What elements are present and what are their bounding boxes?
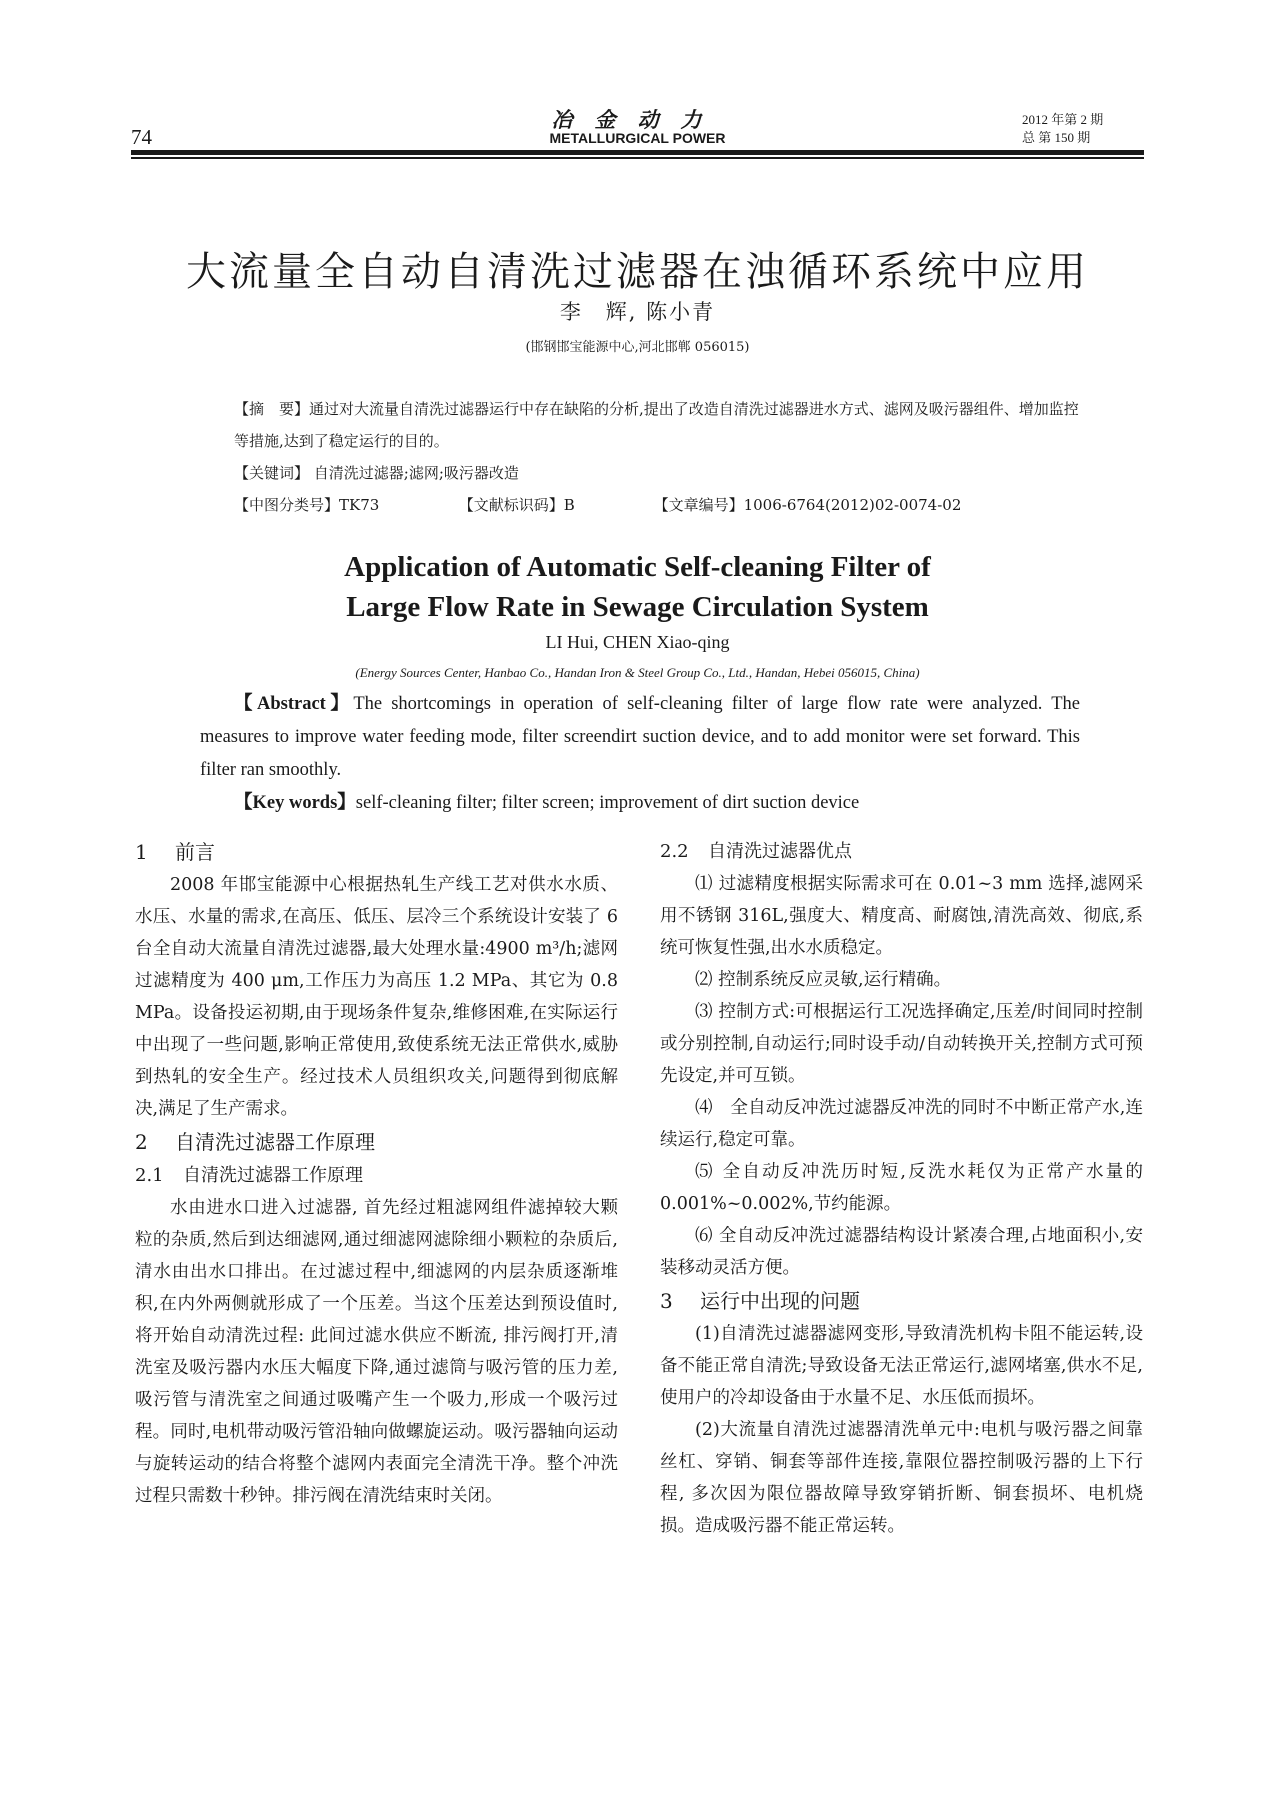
section-3-number: 3 bbox=[660, 1289, 673, 1313]
advantage-6: ⑹ 全自动反冲洗过滤器结构设计紧凑合理,占地面积小,安装移动灵活方便。 bbox=[660, 1226, 1143, 1278]
section-1-paragraph: 2008 年邯宝能源中心根据热轧生产线工艺对供水水质、水压、水量的需求,在高压、低压、层冷三个系统设计安装了 6 台全自动大流量自清洗过滤器,最大处理水量:4900 m³/h;滤网过滤精度为 400 μm,工作压力为高压 1.2 MPa、其它为 0.8 MPa。设备投运初期,由于现场条件复杂,维修困难,在实际运行中出现了一些问题,影响正常使用,致使系统无法正常供水,威胁到热轧的安全生产。经过技术人员组织攻关,问题得到彻底解决,满足了生产需求。 bbox=[135, 875, 618, 1119]
doc-code-value: B bbox=[563, 496, 575, 514]
section-2-1-number: 2.1 bbox=[135, 1165, 164, 1186]
section-1-heading bbox=[135, 835, 618, 869]
article-title-cn: 大流量全自动自清洗过滤器在浊循环系统中应用 bbox=[186, 249, 1089, 295]
section-2-1-paragraph: 水由进水口进入过滤器, 首先经过粗滤网组件滤掉较大颗粒的杂质,然后到达细滤网,通过细滤网滤除细小颗粒的杂质后,清水由出水口排出。在过滤过程中,细滤网的内层杂质逐渐堆积,在内外两侧就形成了一个压差。当这个压差达到预设值时,将开始自动清洗过程: 此间过滤水供应不断流, 排污阀打开,清洗室及吸污器内水压大幅度下降,通过滤筒与吸污管的压力差, 吸污管与清洗室之间通过吸嘴产生一个吸力,形成一个吸污过程。同时,电机带动吸污管沿轴向做螺旋运动。吸污器轴向运动与旋转运动的结合将整个滤网内表面完全清洗干净。整个冲洗过程只需数十秒钟。排污阀在清洗结束时关闭。 bbox=[135, 1198, 618, 1506]
keywords-cn bbox=[200, 457, 1090, 489]
advantage-3: ⑶ 控制方式:可根据运行工况选择确定,压差/时间同时控制或分别控制,自动运行;同时设手动/自动转换开关,控制方式可预先设定,并可互锁。 bbox=[660, 1002, 1143, 1086]
clc-value: TK73 bbox=[339, 496, 380, 514]
keywords-label-en: 【Key words】 bbox=[234, 793, 356, 813]
journal-name-en: METALLURGICAL POWER bbox=[549, 130, 726, 146]
abstract-text-en: The shortcomings in operation of self-cleaning filter of large flow rate were analyzed. The measures to improve water feeding mode, filter screendirt suction device, and to add monitor were set forward. This filter ran smoothly. bbox=[200, 694, 1080, 780]
abstract-text-cn: 通过对大流量自清洗过滤器运行中存在缺陷的分析,提出了改造自清洗过滤器进水方式、滤网及吸污器组件、增加监控等措施,达到了稳定运行的目的。 bbox=[234, 400, 1079, 450]
keywords-en bbox=[200, 787, 1080, 820]
section-1-title: 前言 bbox=[175, 840, 215, 864]
abstract-cn bbox=[200, 393, 1090, 457]
section-2-2-number: 2.2 bbox=[660, 841, 689, 862]
keywords-label-cn: 【关键词】 bbox=[234, 464, 310, 482]
doc-code-label: 【文献标识码】 bbox=[458, 496, 564, 514]
section-3-heading bbox=[660, 1284, 1143, 1318]
affiliation-cn: (邯钢邯宝能源中心,河北邯郸 056015) bbox=[525, 340, 750, 355]
advantage-1: ⑴ 过滤精度根据实际需求可在 0.01~3 mm 选择,滤网采用不锈钢 316L,强度大、精度高、耐腐蚀,清洗高效、彻底,系统可恢复性强,出水水质稳定。 bbox=[660, 874, 1143, 958]
clc-label: 【中图分类号】 bbox=[234, 496, 340, 514]
section-2-number: 2 bbox=[135, 1130, 148, 1154]
keywords-text-cn: 自清洗过滤器;滤网;吸污器改造 bbox=[313, 464, 519, 482]
article-no-label: 【文章编号】 bbox=[653, 496, 744, 514]
journal-name-cn: 冶金动力 bbox=[551, 107, 724, 132]
advantage-5: ⑸ 全自动反冲洗历时短,反洗水耗仅为正常产水量的 0.001%~0.002%,节约能源。 bbox=[660, 1162, 1143, 1214]
header-rule-thick bbox=[131, 150, 1144, 155]
section-2-2-title: 自清洗过滤器优点 bbox=[708, 841, 852, 862]
abstract-en bbox=[200, 688, 1080, 787]
section-2-2-heading bbox=[660, 835, 1143, 868]
section-3-title: 运行中出现的问题 bbox=[700, 1289, 860, 1313]
abstract-cn-block bbox=[200, 393, 1090, 521]
affiliation-en: (Energy Sources Center, Hanbao Co., Handan Iron & Steel Group Co., Ltd., Handan, Hebei 056015, China) bbox=[355, 665, 920, 680]
abstract-label-en: 【Abstract】 bbox=[234, 694, 354, 714]
keywords-text-en: self-cleaning filter; filter screen; improvement of dirt suction device bbox=[355, 793, 860, 813]
body-column-left bbox=[135, 835, 618, 1512]
problem-1: (1)自清洗过滤器滤网变形,导致清洗机构卡阻不能运转,设备不能正常自清洗;导致设备无法正常运行,滤网堵塞,供水不足,使用户的冷却设备由于水量不足、水压低而损坏。 bbox=[660, 1324, 1143, 1408]
issue-info bbox=[1022, 111, 1103, 147]
advantage-4: ⑷ 全自动反冲洗过滤器反冲洗的同时不中断正常产水,连续运行,稳定可靠。 bbox=[660, 1098, 1143, 1150]
body-column-right bbox=[660, 835, 1143, 1542]
header-rule-thin bbox=[131, 157, 1144, 159]
abstract-en-block bbox=[200, 688, 1080, 820]
page-number: 74 bbox=[131, 125, 152, 149]
authors-en: LI Hui, CHEN Xiao-qing bbox=[545, 632, 730, 652]
issue-line-1: 2012 年第 2 期 bbox=[1022, 112, 1104, 127]
title-en-line-1: Application of Automatic Self-cleaning Filter of bbox=[344, 551, 931, 583]
classification-line bbox=[200, 489, 1090, 521]
issue-line-2: 总 第 150 期 bbox=[1022, 130, 1091, 145]
problem-2: (2)大流量自清洗过滤器清洗单元中:电机与吸污器之间靠丝杠、穿销、铜套等部件连接,靠限位器控制吸污器的上下行程, 多次因为限位器故障导致穿销折断、铜套损坏、电机烧损。造成吸污器不能正常运转。 bbox=[660, 1420, 1143, 1536]
advantage-2: ⑵ 控制系统反应灵敏,运行精确。 bbox=[695, 970, 952, 990]
article-title-en bbox=[0, 547, 1275, 627]
section-1-number: 1 bbox=[135, 840, 148, 864]
authors-cn: 李 辉, 陈小青 bbox=[559, 300, 716, 324]
section-2-title: 自清洗过滤器工作原理 bbox=[175, 1130, 375, 1154]
title-en-line-2: Large Flow Rate in Sewage Circulation System bbox=[346, 591, 929, 623]
section-2-1-heading bbox=[135, 1159, 618, 1192]
section-2-1-title: 自清洗过滤器工作原理 bbox=[183, 1165, 363, 1186]
abstract-label-cn: 【摘 要】 bbox=[234, 400, 310, 418]
section-2-heading bbox=[135, 1125, 618, 1159]
article-no-value: 1006-6764(2012)02-0074-02 bbox=[743, 496, 962, 514]
